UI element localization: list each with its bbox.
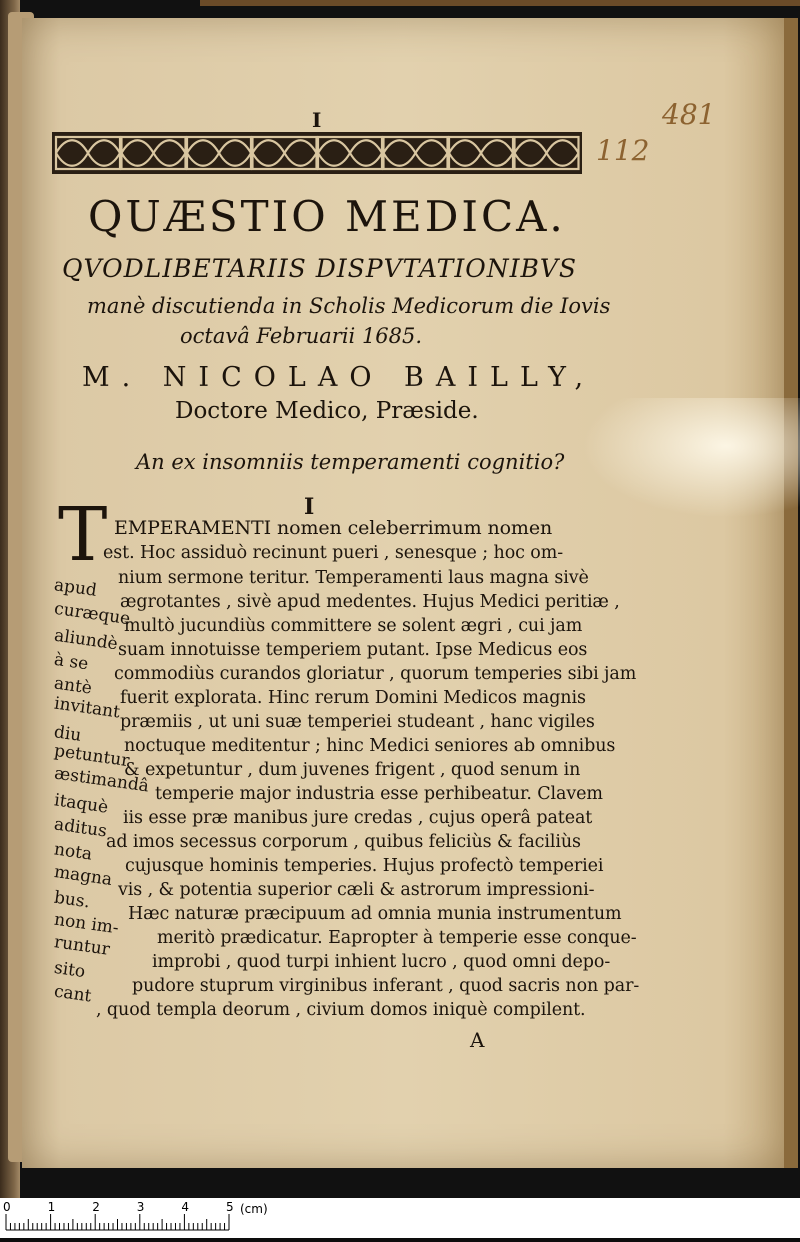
- subtitle-line-1: QVODLIBETARIIS DISPVTATIONIBVS: [62, 254, 578, 283]
- body-line: & expetuntur , dum juvenes frigent , quod senum in: [124, 760, 581, 780]
- drop-cap: T: [58, 492, 108, 578]
- title: QUÆSTIO MEDICA.: [88, 192, 566, 241]
- margin-word: aditus: [52, 814, 109, 842]
- catchword: A: [470, 1028, 485, 1052]
- margin-word: apud: [52, 575, 99, 601]
- margin-word: itaquè: [52, 790, 110, 818]
- margin-word: sito: [52, 957, 87, 983]
- body-line: vis , & potentia superior cæli & astrorum impressioni-: [118, 880, 595, 900]
- ornament-band: [52, 132, 582, 174]
- margin-word: runtur: [52, 932, 112, 960]
- margin-word: nota: [52, 839, 94, 865]
- body-line: Hæc naturæ præcipuum ad omnia munia instrumentum: [128, 904, 622, 924]
- ruler-label: 0: [3, 1200, 11, 1214]
- margin-word: magna: [52, 862, 114, 890]
- body-line: nium sermone teritur. Temperamenti laus magna sivè: [118, 568, 589, 588]
- ruler-label: 4: [181, 1200, 190, 1214]
- body-line: iis esse præ manibus jure credas , cujus operâ pateat: [123, 808, 593, 828]
- ruler-label: 5: [226, 1200, 234, 1214]
- margin-word: diu: [52, 722, 83, 746]
- subtitle-line-2: manè discutienda in Scholis Medicorum die Iovis: [87, 294, 611, 318]
- body-line: ad imos secessus corporum , quibus feliciùs & faciliùs: [106, 832, 581, 852]
- body-line: , quod templa deorum , civium domos iniquè compilent.: [96, 1000, 586, 1020]
- president-title: Doctore Medico, Præside.: [175, 398, 479, 424]
- subtitle-line-3: octavâ Februarii 1685.: [180, 324, 423, 348]
- question: An ex insomniis temperamenti cognitio?: [136, 450, 565, 474]
- margin-word: bus.: [52, 887, 92, 913]
- water-stain: [582, 398, 800, 518]
- margin-word: à se: [52, 649, 90, 675]
- body-line: est. Hoc assiduò recinunt pueri , senesque ; hoc om-: [103, 543, 564, 563]
- body-line: multò jucundiùs committere se solent ægri , cui jam: [124, 616, 583, 636]
- body-line: pudore stuprum virginibus inferant , quod sacris non par-: [132, 976, 640, 996]
- margin-word: non im-: [52, 909, 120, 939]
- body-line: suam innotuisse temperiem putant. Ipse Medicus eos: [118, 640, 588, 660]
- page-number: I: [312, 108, 322, 132]
- margin-word: petuntur: [52, 740, 131, 772]
- president-name: M. NICOLAO BAILLY,: [82, 362, 596, 393]
- folio-handwritten-note: 481: [662, 98, 716, 131]
- margin-word: aliundè: [52, 625, 119, 655]
- body-line: temperie major industria esse perhibeatur. Clavem: [155, 784, 603, 804]
- margin-word: curæque: [52, 598, 132, 630]
- margin-word: æstimandâ: [53, 763, 151, 797]
- margin-word: antè: [52, 673, 94, 699]
- body-line: noctuque meditentur ; hinc Medici seniores ab omnibus: [124, 736, 616, 756]
- body-line: cujusque hominis temperies. Hujus profectò temperiei: [125, 856, 604, 876]
- body-line: improbi , quod turpi inhient lucro , quod omni depo-: [152, 952, 611, 972]
- body-line: meritò prædicatur. Eapropter à temperie esse conque-: [157, 928, 637, 948]
- ruler-label: 1: [47, 1200, 56, 1214]
- body-line: commodiùs curandos gloriatur , quorum temperies sibi jam: [114, 664, 637, 684]
- section-numeral: I: [304, 494, 315, 520]
- margin-word: invitant: [52, 693, 122, 723]
- book-edge-top: [200, 0, 800, 6]
- ruler-ticks: [0, 1198, 800, 1238]
- body-line: EMPERAMENTI nomen celeberrimum nomen: [114, 517, 553, 539]
- ruler-label: 2: [92, 1200, 100, 1214]
- body-line: præmiis , ut uni suæ temperiei studeant , hanc vigiles: [120, 712, 595, 732]
- ruler-label: 3: [136, 1200, 145, 1214]
- scale-ruler: [0, 1198, 800, 1238]
- body-line: fuerit explorata. Hinc rerum Domini Medicos magnis: [120, 688, 586, 708]
- margin-word: cant: [52, 981, 93, 1007]
- ruler-unit: (cm): [240, 1202, 268, 1216]
- body-line: ægrotantes , sivè apud medentes. Hujus Medici peritiæ ,: [120, 592, 620, 612]
- shelf-handwritten-note: 112: [596, 134, 650, 167]
